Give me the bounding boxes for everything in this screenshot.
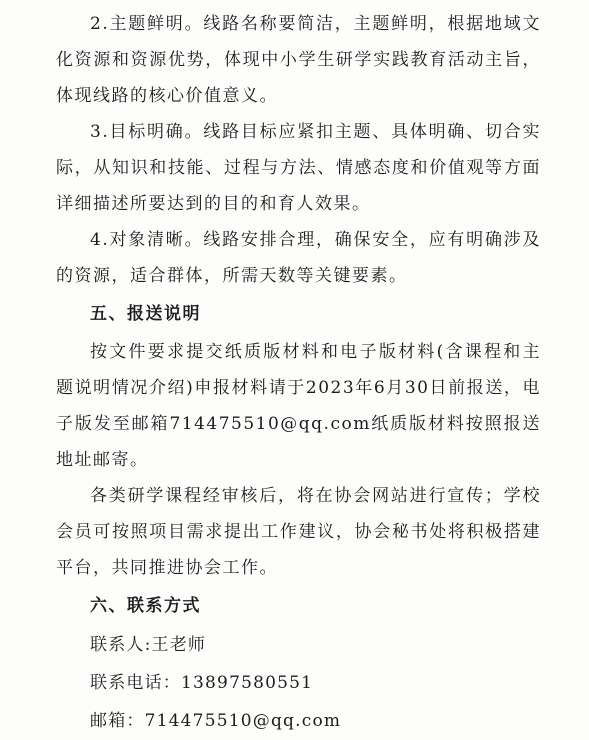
paragraph-goal: 3.目标明确。线路目标应紧扣主题、具体明确、切合实际，从知识和技能、过程与方法、情感态度和价值观等方面详细描述所要达到的目的和育人效果。 bbox=[56, 122, 541, 214]
contact-person-value: 王老师 bbox=[151, 635, 207, 655]
paragraph-submission: 按文件要求提交纸质版材料和电子版材料(含课程和主题说明情况介绍)申报材料请于2023年6月30日前报送，电子版发至邮箱714475510@qq.com纸质版材料按照报送地址邮寄。 bbox=[56, 342, 541, 470]
section-heading-contact: 六、联系方式 bbox=[90, 596, 201, 616]
paragraph-theme: 2.主题鲜明。线路名称要简洁，主题鲜明，根据地域文化资源和资源优势，体现中小学生研学实践教育活动主旨，体现线路的核心价值意义。 bbox=[56, 14, 541, 106]
contact-person-line bbox=[56, 626, 541, 664]
contact-email-line bbox=[56, 702, 541, 740]
contact-phone-label: 联系电话： bbox=[90, 673, 181, 693]
contact-phone-line bbox=[56, 664, 541, 702]
contact-person-label: 联系人: bbox=[90, 635, 152, 655]
contact-email-label: 邮箱： bbox=[90, 711, 145, 731]
paragraph-review: 各类研学课程经审核后，将在协会网站进行宣传；学校会员可按照项目需求提出工作建议，协会秘书处将积极搭建平台，共同推进协会工作。 bbox=[56, 486, 541, 578]
section-heading-submission: 五、报送说明 bbox=[90, 304, 201, 324]
contact-email-value: 714475510@qq.com bbox=[144, 711, 342, 731]
contact-phone-value: 13897580551 bbox=[181, 673, 314, 693]
paragraph-audience: 4.对象清晰。线路安排合理，确保安全，应有明确涉及的资源，适合群体，所需天数等关键要素。 bbox=[56, 230, 541, 286]
